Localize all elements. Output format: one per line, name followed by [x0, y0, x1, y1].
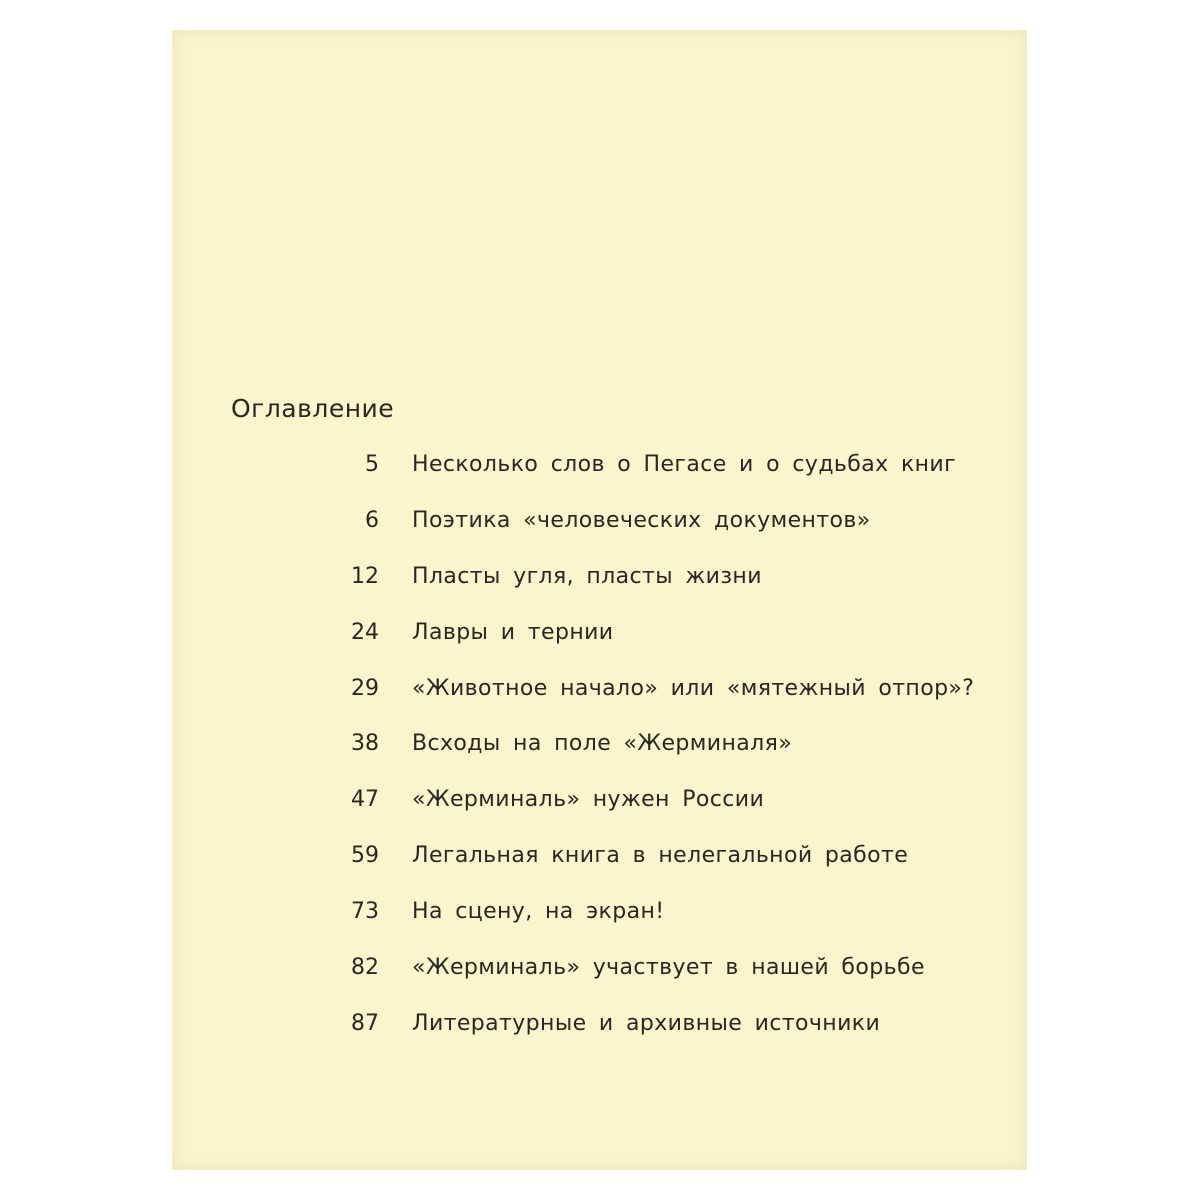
toc-page-number: 24 — [351, 619, 379, 645]
toc-chapter-title: «Жерминаль» нужен России — [412, 787, 765, 813]
toc-chapter-title: Легальная книга в нелегальной работе — [412, 843, 909, 869]
toc-item — [172, 560, 1027, 616]
toc-chapter-title: На сцену, на экран! — [412, 899, 665, 925]
toc-item — [172, 1007, 1027, 1063]
toc-item — [172, 616, 1027, 672]
toc-chapter-title: Всходы на поле «Жерминаля» — [412, 731, 793, 757]
toc-chapter-title: Несколько слов о Пегасе и о судьбах книг — [412, 452, 957, 477]
toc-page-number: 82 — [351, 955, 379, 981]
toc-item — [172, 783, 1027, 839]
toc-page-number: 12 — [351, 563, 379, 589]
toc-item — [172, 504, 1027, 560]
book-page — [172, 30, 1027, 1170]
toc-chapter-title: «Жерминаль» участвует в нашей борьбе — [412, 955, 925, 981]
toc-page-number: 47 — [351, 787, 379, 813]
toc-page-number: 6 — [365, 507, 379, 533]
toc-chapter-title: Лавры и тернии — [412, 619, 614, 645]
toc-chapter-title: Литературные и архивные источники — [412, 1010, 881, 1036]
toc-item — [172, 727, 1027, 783]
toc-item — [172, 839, 1027, 895]
toc-page-number: 5 — [365, 452, 379, 477]
toc-page-number: 38 — [351, 731, 379, 757]
toc-item — [172, 672, 1027, 728]
toc-chapter-title: «Животное начало» или «мятежный отпор»? — [412, 675, 975, 701]
toc-item — [172, 951, 1027, 1007]
toc-item — [172, 448, 1027, 504]
toc-chapter-title: Пласты угля, пласты жизни — [412, 563, 762, 589]
toc-page-number: 73 — [351, 899, 379, 925]
toc-page-number: 59 — [351, 843, 379, 869]
toc-item — [172, 895, 1027, 951]
toc-page-number: 87 — [351, 1010, 379, 1036]
toc-chapter-title: Поэтика «человеческих документов» — [412, 507, 871, 533]
toc-page-number: 29 — [351, 675, 379, 701]
toc-list — [172, 448, 1027, 1063]
toc-title: Оглавление — [231, 394, 395, 423]
